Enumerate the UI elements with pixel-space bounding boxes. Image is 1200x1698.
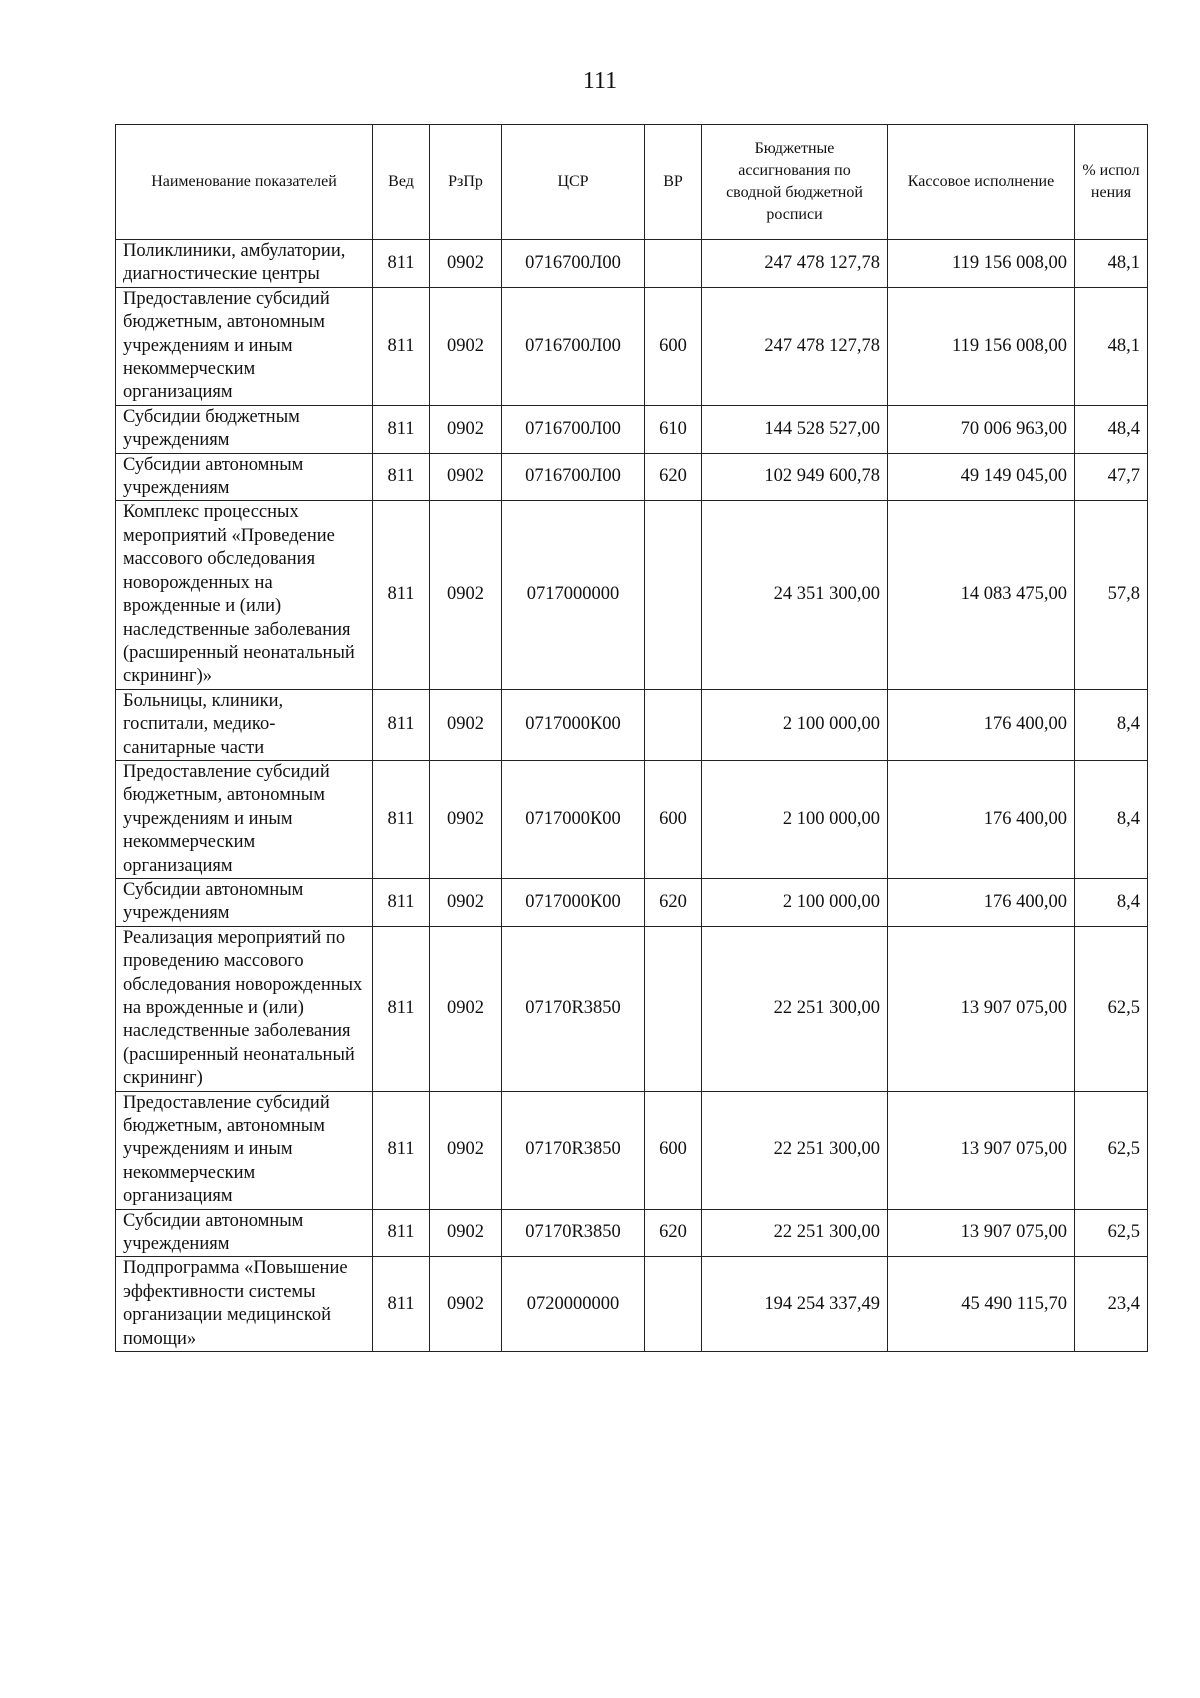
table-row [116,1209,1148,1257]
cell-vr: 620 [645,453,702,501]
table-row [116,453,1148,501]
cell-assigned: 24 351 300,00 [702,501,888,689]
cell-assigned: 22 251 300,00 [702,1091,888,1209]
cell-executed: 13 907 075,00 [888,926,1075,1091]
cell-assigned: 194 254 337,49 [702,1257,888,1352]
cell-executed: 45 490 115,70 [888,1257,1075,1352]
cell-vr [645,689,702,760]
cell-vr: 600 [645,760,702,878]
cell-rzpr: 0902 [430,878,502,926]
cell-csr: 0717000000 [502,501,645,689]
table-row [116,501,1148,689]
cell-csr: 07170R3850 [502,1209,645,1257]
cell-percent: 8,4 [1075,689,1148,760]
cell-ved: 811 [373,1257,430,1352]
cell-rzpr: 0902 [430,501,502,689]
table-body [116,240,1148,1352]
cell-vr: 600 [645,1091,702,1209]
header-vr: ВР [645,125,702,240]
cell-vr: 610 [645,405,702,453]
cell-executed: 119 156 008,00 [888,287,1075,405]
header-percent: % испол нения [1075,125,1148,240]
cell-ved: 811 [373,240,430,288]
cell-percent: 57,8 [1075,501,1148,689]
cell-csr: 0716700Л00 [502,405,645,453]
cell-executed: 176 400,00 [888,878,1075,926]
table-row [116,760,1148,878]
cell-assigned: 2 100 000,00 [702,760,888,878]
cell-vr: 620 [645,1209,702,1257]
cell-csr: 0717000К00 [502,878,645,926]
cell-ved: 811 [373,453,430,501]
cell-csr: 0717000К00 [502,689,645,760]
cell-assigned: 2 100 000,00 [702,689,888,760]
cell-rzpr: 0902 [430,689,502,760]
cell-csr: 0717000К00 [502,760,645,878]
cell-name: Предоставление субсидий бюджетным, автономным учреждениям и иным некоммерческим организациям [116,1091,373,1209]
cell-rzpr: 0902 [430,287,502,405]
table-row [116,689,1148,760]
header-assigned: Бюджетные ассигнования по сводной бюджетной росписи [702,125,888,240]
cell-executed: 176 400,00 [888,689,1075,760]
cell-csr: 0716700Л00 [502,287,645,405]
cell-ved: 811 [373,1091,430,1209]
cell-assigned: 22 251 300,00 [702,926,888,1091]
cell-rzpr: 0902 [430,405,502,453]
cell-ved: 811 [373,760,430,878]
cell-ved: 811 [373,287,430,405]
cell-rzpr: 0902 [430,1209,502,1257]
cell-assigned: 2 100 000,00 [702,878,888,926]
table-header-row [116,125,1148,240]
table-row [116,405,1148,453]
cell-percent: 48,4 [1075,405,1148,453]
cell-ved: 811 [373,878,430,926]
header-csr: ЦСР [502,125,645,240]
cell-ved: 811 [373,501,430,689]
cell-executed: 49 149 045,00 [888,453,1075,501]
cell-percent: 62,5 [1075,926,1148,1091]
cell-rzpr: 0902 [430,240,502,288]
cell-name: Субсидии автономным учреждениям [116,1209,373,1257]
cell-executed: 119 156 008,00 [888,240,1075,288]
header-name: Наименование показателей [116,125,373,240]
table-row [116,240,1148,288]
table-row [116,878,1148,926]
cell-assigned: 247 478 127,78 [702,240,888,288]
cell-csr: 0716700Л00 [502,453,645,501]
cell-percent: 47,7 [1075,453,1148,501]
cell-percent: 48,1 [1075,287,1148,405]
cell-name: Подпрограмма «Повышение эффективности системы организации медицинской помощи» [116,1257,373,1352]
cell-executed: 14 083 475,00 [888,501,1075,689]
cell-vr: 600 [645,287,702,405]
cell-csr: 0720000000 [502,1257,645,1352]
table-row [116,926,1148,1091]
cell-name: Субсидии автономным учреждениям [116,878,373,926]
cell-name: Поликлиники, амбулатории, диагностические центры [116,240,373,288]
table-row [116,1091,1148,1209]
cell-executed: 13 907 075,00 [888,1209,1075,1257]
cell-vr [645,240,702,288]
cell-csr: 0716700Л00 [502,240,645,288]
cell-name: Больницы, клиники, госпитали, медико-санитарные части [116,689,373,760]
cell-assigned: 22 251 300,00 [702,1209,888,1257]
cell-percent: 62,5 [1075,1209,1148,1257]
cell-name: Субсидии автономным учреждениям [116,453,373,501]
cell-name: Предоставление субсидий бюджетным, автономным учреждениям и иным некоммерческим организациям [116,287,373,405]
cell-percent: 23,4 [1075,1257,1148,1352]
cell-vr [645,501,702,689]
cell-name: Комплекс процессных мероприятий «Проведение массового обследования новорожденных на врожденные и (или) наследственные заболевания (расширенный неонатальный скрининг)» [116,501,373,689]
cell-csr: 07170R3850 [502,926,645,1091]
cell-ved: 811 [373,689,430,760]
cell-executed: 70 006 963,00 [888,405,1075,453]
header-ved: Вед [373,125,430,240]
cell-vr [645,926,702,1091]
cell-rzpr: 0902 [430,1091,502,1209]
cell-ved: 811 [373,405,430,453]
cell-ved: 811 [373,1209,430,1257]
cell-assigned: 102 949 600,78 [702,453,888,501]
cell-csr: 07170R3850 [502,1091,645,1209]
cell-percent: 48,1 [1075,240,1148,288]
cell-assigned: 144 528 527,00 [702,405,888,453]
page-number: 111 [582,68,618,94]
cell-name: Предоставление субсидий бюджетным, автономным учреждениям и иным некоммерческим организациям [116,760,373,878]
cell-percent: 62,5 [1075,1091,1148,1209]
cell-rzpr: 0902 [430,453,502,501]
cell-ved: 811 [373,926,430,1091]
cell-rzpr: 0902 [430,926,502,1091]
cell-vr [645,1257,702,1352]
header-executed: Кассовое исполнение [888,125,1075,240]
header-rzpr: РзПр [430,125,502,240]
cell-vr: 620 [645,878,702,926]
table-row [116,1257,1148,1352]
cell-name: Реализация мероприятий по проведению массового обследования новорожденных на врожденные и (или) наследственные заболевания (расширенный неонатальный скрининг) [116,926,373,1091]
cell-percent: 8,4 [1075,878,1148,926]
cell-rzpr: 0902 [430,760,502,878]
budget-table [115,124,1148,1352]
cell-executed: 176 400,00 [888,760,1075,878]
cell-assigned: 247 478 127,78 [702,287,888,405]
cell-executed: 13 907 075,00 [888,1091,1075,1209]
cell-name: Субсидии бюджетным учреждениям [116,405,373,453]
cell-percent: 8,4 [1075,760,1148,878]
table-row [116,287,1148,405]
cell-rzpr: 0902 [430,1257,502,1352]
